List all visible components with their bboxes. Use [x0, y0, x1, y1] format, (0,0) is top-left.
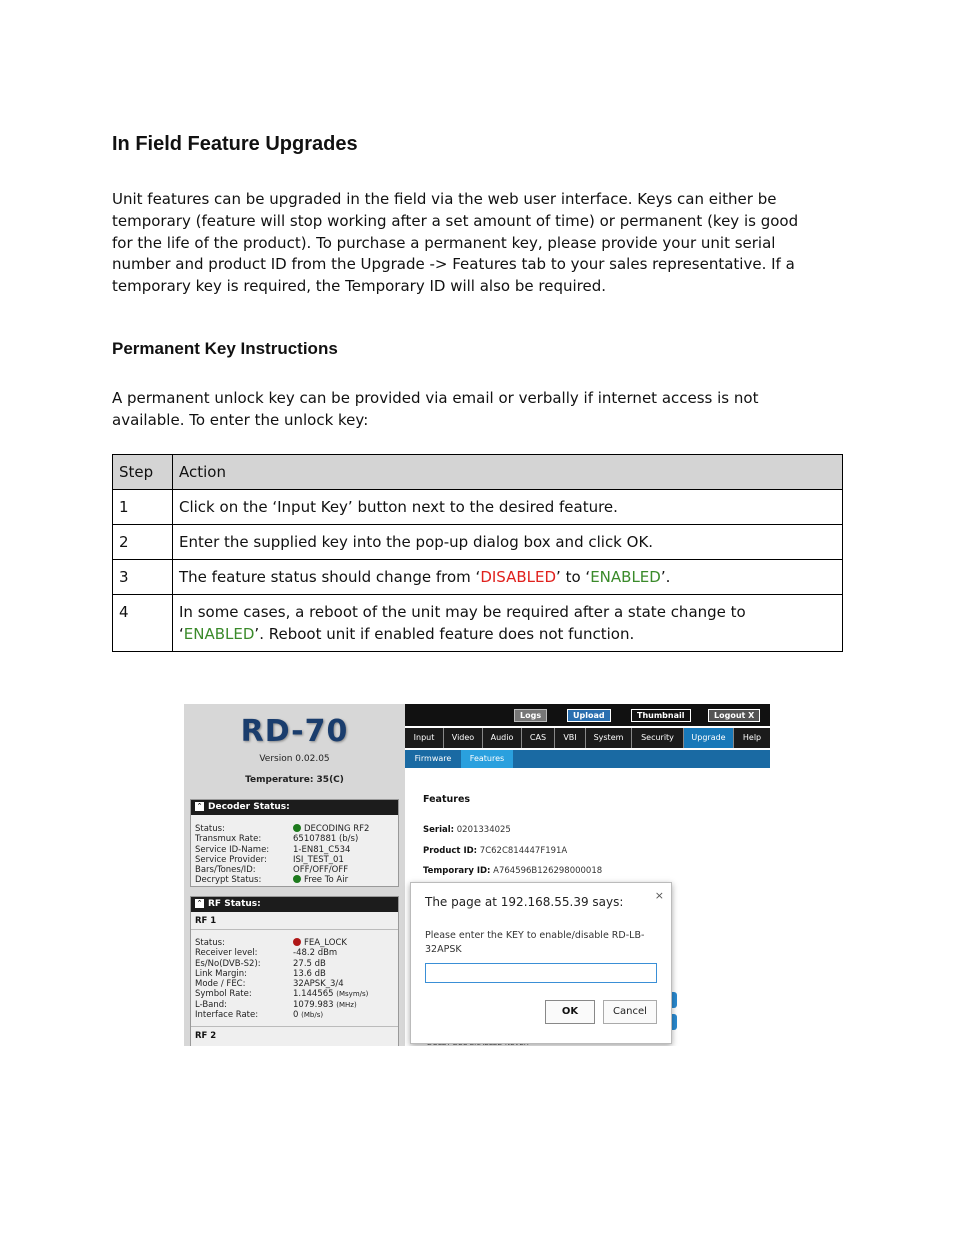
intro-line: temporary (feature will stop working after a set amount of time) or permanent (key is good — [112, 211, 799, 230]
action-text: In some cases, a reboot of the unit may be required after a state change to — [179, 603, 746, 621]
serial-value: 0201334025 — [456, 825, 511, 835]
rf-value: -48.2 dBm — [293, 948, 338, 959]
rf2-label: RF 2 — [191, 1026, 398, 1044]
rf-value: 0 — [293, 1010, 299, 1021]
tab-input[interactable]: Input — [405, 728, 444, 748]
rf-key: Interface Rate: — [195, 1010, 259, 1021]
serial-info — [423, 825, 511, 835]
instructions-paragraph — [112, 388, 844, 432]
instructions-line: A permanent unlock key can be provided via email or verbally if internet access is not — [112, 389, 759, 407]
step-action — [173, 560, 843, 595]
decoder-status-box — [190, 799, 399, 887]
status-value: 65107881 (b/s) — [293, 834, 359, 845]
status-sidebar — [184, 704, 405, 1046]
top-toolbar — [405, 704, 770, 726]
status-row — [191, 824, 398, 834]
dialog-message: Please enter the KEY to enable/disable RD-LB-32APSK — [425, 930, 645, 955]
header-action: Action — [173, 455, 843, 490]
step-action: Enter the supplied key into the pop-up dialog box and click OK. — [173, 525, 843, 560]
action-text: ’ to ‘ — [556, 568, 591, 586]
action-text: ‘ — [179, 625, 184, 643]
instructions-line: available. To enter the unlock key: — [112, 410, 369, 429]
rf-status-title: RF Status: — [208, 899, 261, 909]
table-header-row — [113, 455, 843, 490]
status-row — [191, 834, 398, 844]
features-title: Features — [423, 794, 471, 805]
cancel-button[interactable]: Cancel — [603, 1000, 657, 1024]
status-key: Status: — [195, 824, 225, 834]
collapse-icon[interactable]: ⌃ — [196, 802, 203, 810]
status-value: ISI_TEST_01 — [293, 854, 344, 865]
section-heading: In Field Feature Upgrades — [112, 133, 358, 155]
web-ui-screenshot — [184, 704, 770, 1046]
rf-key: Mode / FEC: — [195, 979, 246, 990]
rf-status-box — [190, 896, 399, 1046]
status-key: Service ID-Name: — [195, 844, 270, 855]
intro-paragraph — [112, 189, 844, 298]
rf-row — [191, 959, 398, 969]
rf-key: Es/No(DVB-S2): — [195, 958, 261, 969]
status-row — [191, 865, 398, 875]
step-number: 2 — [113, 525, 173, 560]
rf-unit: (Msym/s) — [336, 990, 369, 999]
subtab-features[interactable]: Features — [461, 750, 513, 768]
rf-key: Symbol Rate: — [195, 989, 252, 1000]
main-tabs — [405, 728, 770, 748]
status-ok-icon — [293, 824, 301, 832]
status-value: 1-EN81_C534 — [293, 844, 351, 855]
rf-key: Status: — [195, 938, 225, 948]
tab-vbi[interactable]: VBI — [555, 728, 586, 748]
rf-unit: (MHz) — [336, 1000, 357, 1009]
status-row — [191, 855, 398, 865]
intro-line: number and product ID from the Upgrade -> Features tab to your sales representative. If a — [112, 255, 795, 274]
collapse-icon[interactable]: ⌃ — [196, 899, 203, 907]
header-step: Step — [113, 455, 173, 490]
temporary-id-info — [423, 866, 602, 876]
status-key: Decrypt Status: — [195, 875, 262, 886]
decoder-status-header[interactable] — [191, 800, 398, 815]
rf-row — [191, 948, 398, 958]
rf-row — [191, 979, 398, 989]
action-text: ’. Reboot unit if enabled feature does not function. — [254, 625, 635, 643]
action-text: The feature status should change from ‘ — [179, 568, 481, 586]
sub-tabs — [405, 750, 770, 768]
tab-cas[interactable]: CAS — [522, 728, 555, 748]
rf-value: FEA_LOCK — [304, 938, 347, 948]
disabled-status-text: DISABLED — [480, 568, 557, 586]
rf-row — [191, 989, 398, 999]
key-input[interactable] — [425, 963, 657, 983]
temperature-text: Temperature: 35(C) — [245, 775, 344, 785]
tab-help[interactable]: Help — [742, 733, 762, 742]
status-key: Service Provider: — [195, 854, 267, 865]
rf-row — [191, 1000, 398, 1010]
tab-upgrade[interactable]: Upgrade — [684, 728, 734, 748]
rf-value: 32APSK_3/4 — [293, 979, 344, 990]
tab-system[interactable]: System — [586, 728, 632, 748]
rf-unit: (Mb/s) — [301, 1011, 324, 1020]
rf-key: Link Margin: — [195, 968, 248, 979]
step-number: 1 — [113, 490, 173, 525]
intro-line: Unit features can be upgraded in the field via the web user interface. Keys can either be — [112, 190, 777, 208]
temporary-id-value: A764596B126298000018 — [493, 866, 603, 876]
status-ok-icon — [293, 875, 301, 883]
table-row — [113, 595, 843, 652]
rf-row — [191, 938, 398, 948]
enabled-status-text: ENABLED — [590, 568, 661, 586]
upload-button[interactable]: Upload — [567, 709, 611, 722]
status-key: Transmux Rate: — [195, 834, 262, 845]
action-text: ’. — [660, 568, 671, 586]
rf-row — [191, 969, 398, 979]
subsection-heading: Permanent Key Instructions — [112, 339, 338, 358]
rf-value: 1079.983 — [293, 999, 334, 1010]
table-row — [113, 525, 843, 560]
status-row — [191, 845, 398, 855]
rf-row — [191, 1010, 398, 1020]
ok-button[interactable]: OK — [545, 1000, 595, 1024]
decoder-status-title: Decoder Status: — [208, 802, 290, 812]
dialog-title: The page at 192.168.55.39 says: — [425, 895, 624, 909]
temporary-id-label: Temporary ID: — [423, 866, 491, 876]
status-value: DECODING RF2 — [304, 824, 370, 834]
step-action — [173, 595, 843, 652]
step-number: 4 — [113, 595, 173, 652]
key-prompt-dialog — [410, 882, 672, 1044]
rf-key: Receiver level: — [195, 948, 258, 959]
rf-value: 27.5 dB — [293, 958, 326, 969]
tab-video[interactable]: Video — [444, 728, 483, 748]
step-action: Click on the ‘Input Key’ button next to the desired feature. — [173, 490, 843, 525]
rf1-label: RF 1 — [191, 912, 398, 930]
rf-value: 1.144565 — [293, 989, 334, 1000]
logout-button[interactable]: Logout X — [708, 709, 760, 722]
product-id-label: Product ID: — [423, 846, 478, 856]
status-alert-icon — [293, 938, 301, 946]
steps-table — [112, 454, 843, 652]
step-number: 3 — [113, 560, 173, 595]
serial-label: Serial: — [423, 825, 455, 835]
enabled-status-text: ENABLED — [183, 625, 255, 643]
subtab-firmware[interactable]: Firmware — [414, 754, 452, 763]
status-key: Bars/Tones/ID: — [195, 865, 256, 876]
version-text: Version 0.02.05 — [259, 754, 330, 764]
close-icon[interactable]: × — [654, 889, 664, 902]
status-value: OFF/OFF/OFF — [293, 865, 349, 876]
rf-status-header[interactable] — [191, 897, 398, 912]
tab-security[interactable]: Security — [632, 728, 684, 748]
thumbnail-button[interactable]: Thumbnail — [631, 709, 691, 722]
rf-value: 13.6 dB — [293, 968, 326, 979]
intro-line: temporary key is required, the Temporary ID will also be required. — [112, 277, 606, 296]
table-row — [113, 490, 843, 525]
tab-audio[interactable]: Audio — [483, 728, 522, 748]
status-row — [191, 875, 398, 885]
logs-button[interactable]: Logs — [514, 709, 547, 722]
product-id-info — [423, 846, 567, 856]
product-logo: RD-70 — [240, 714, 349, 749]
product-id-value: 7C62C814447F191A — [479, 846, 568, 856]
rf-key: L-Band: — [195, 999, 228, 1010]
intro-line: for the life of the product). To purchase a permanent key, please provide your unit serial — [112, 233, 776, 252]
status-value: Free To Air — [304, 875, 349, 886]
table-row — [113, 560, 843, 595]
